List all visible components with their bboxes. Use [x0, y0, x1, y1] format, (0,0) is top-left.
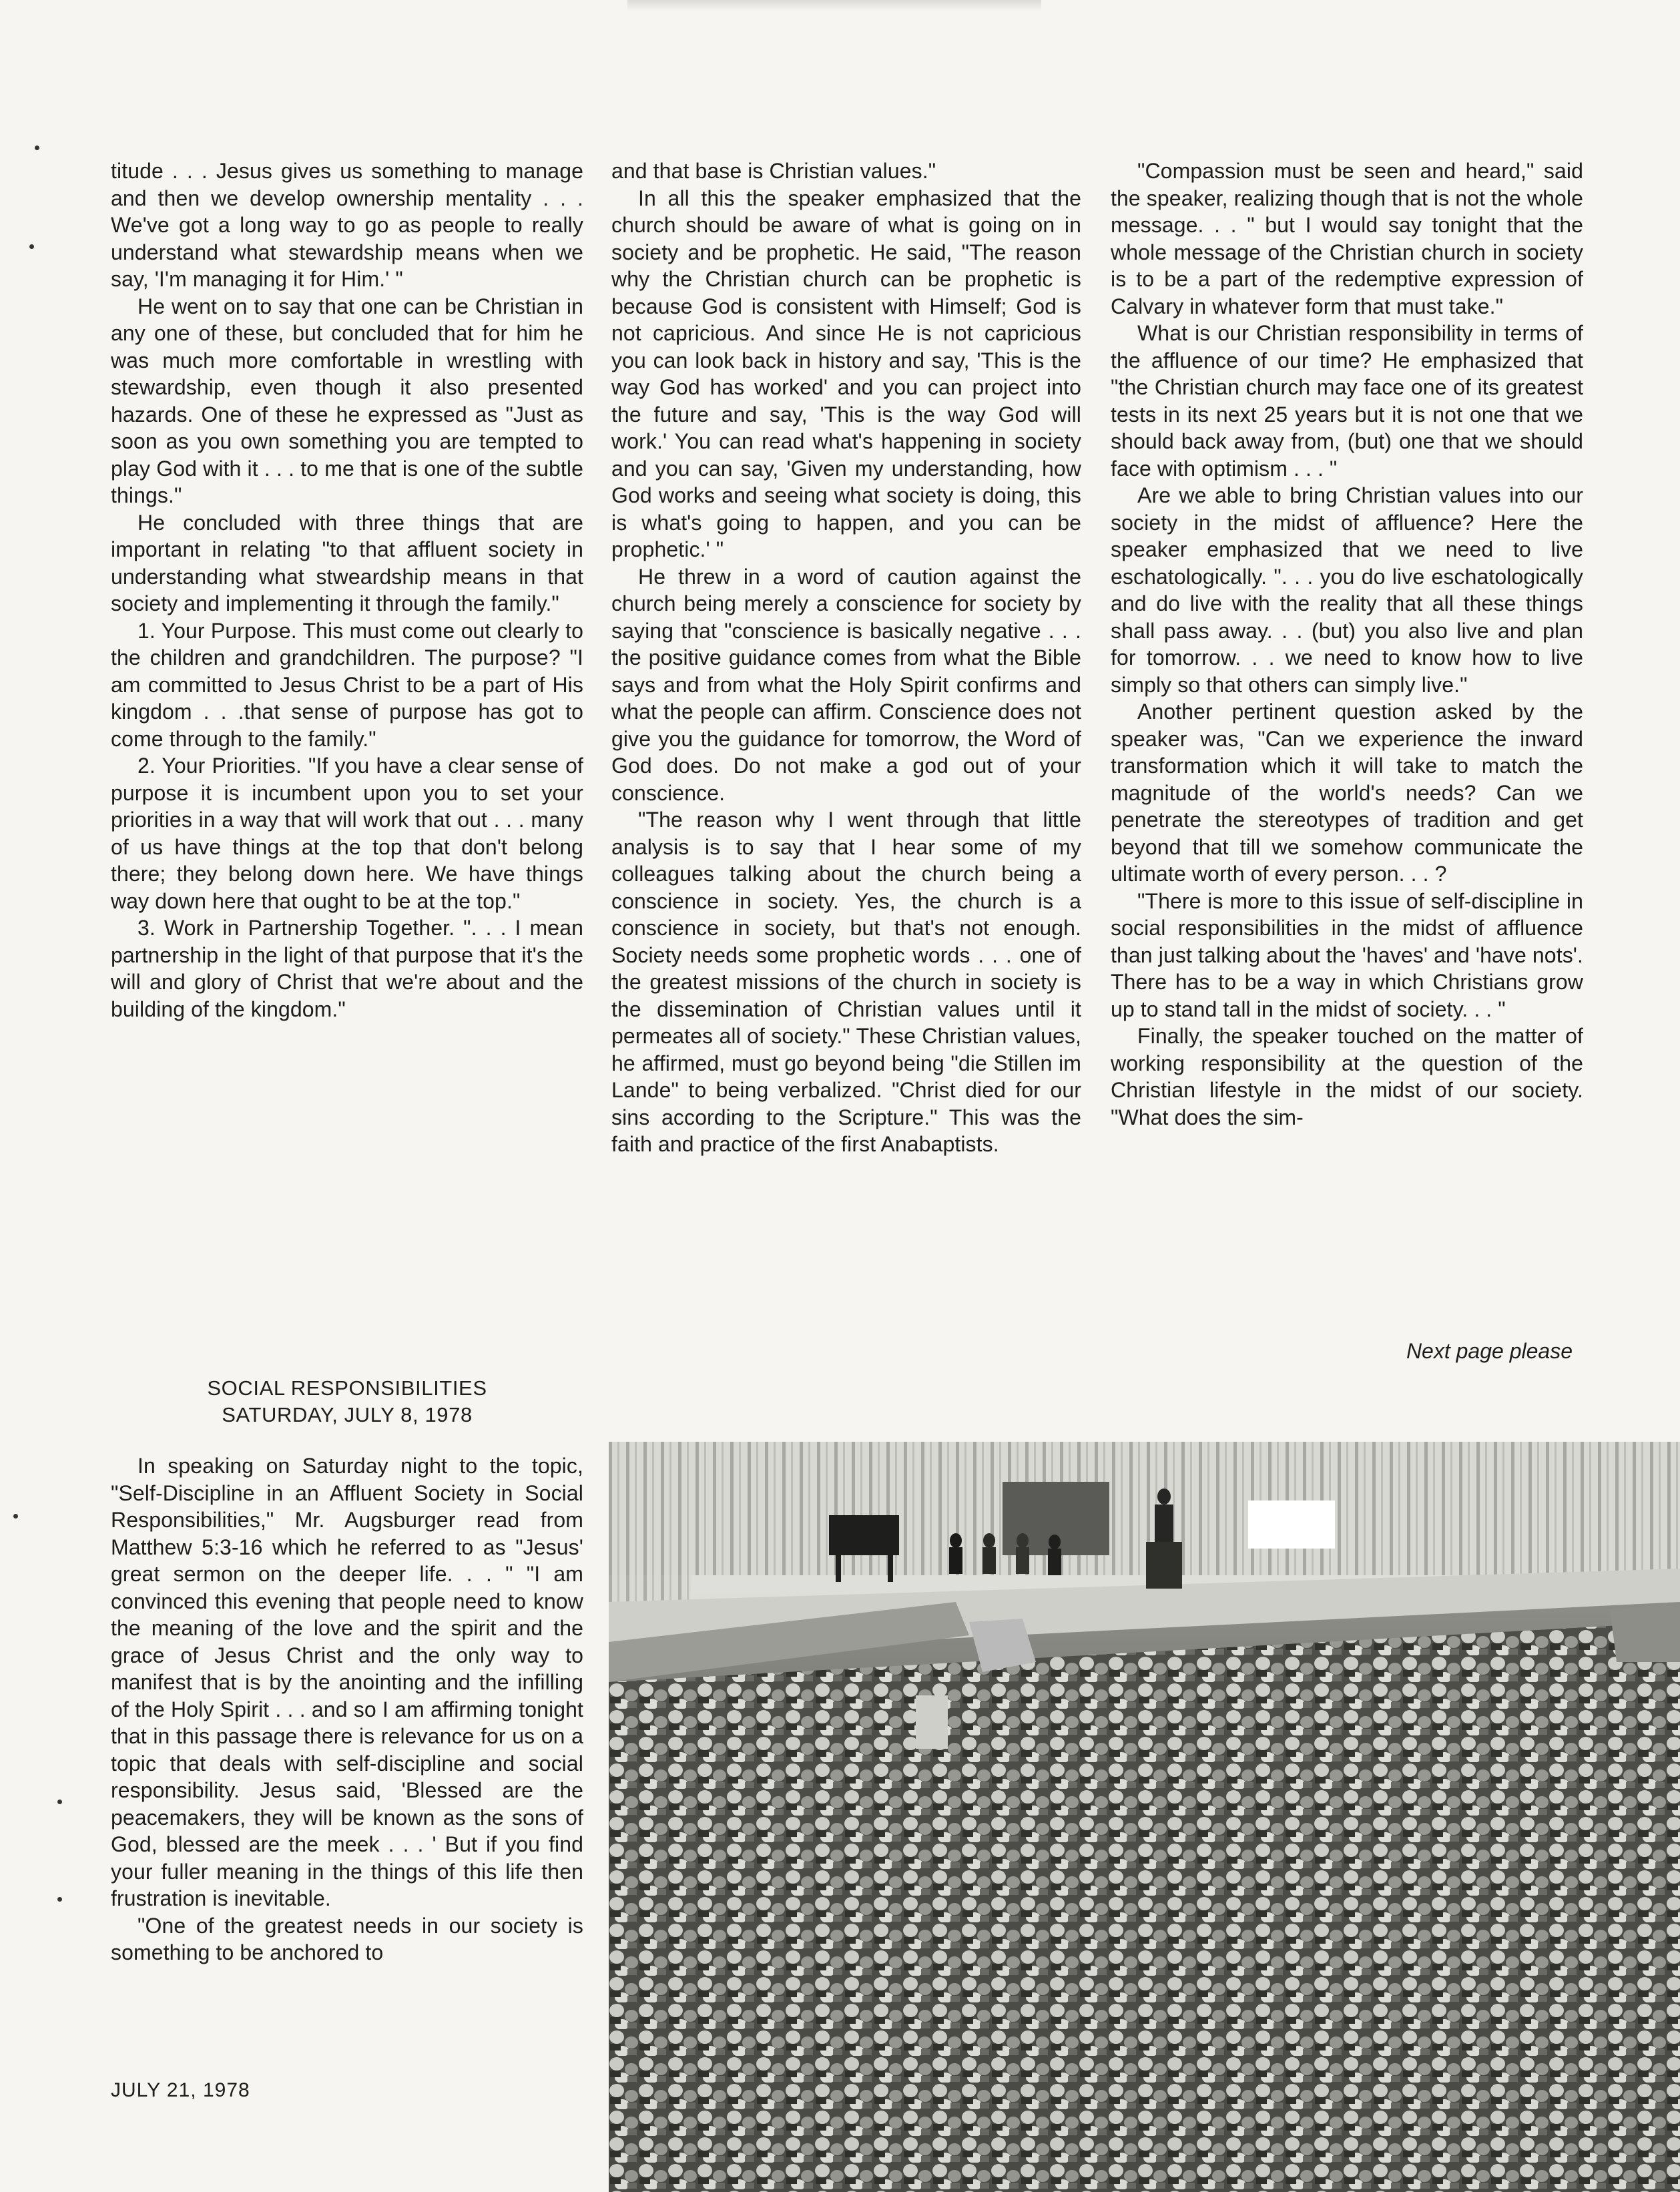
- scan-speck: [13, 1514, 18, 1519]
- scan-speck: [57, 1800, 62, 1804]
- issue-date: JULY 21, 1978: [111, 2079, 250, 2101]
- article-column-4: [111, 1452, 583, 1966]
- paragraph: He went on to say that one can be Christian in any one of these, but concluded that for him he was much more comfortable in wrestling with stewardship, even though it also presented hazards. One of these he expressed as "Just as soon as you own something you are tempted to play God with it . . . to me that is one of the subtle things.": [111, 294, 583, 507]
- section-title: SOCIAL RESPONSIBILITIES: [207, 1376, 487, 1400]
- scan-smudge: [627, 0, 1041, 11]
- paragraph: 1. Your Purpose. This must come out clearly to the children and grandchildren. The purpose? "I am committed to Jesus Christ to be a part of His kingdom . . .that sense of purpose has got to come through to the family.": [111, 618, 583, 751]
- scan-speck: [57, 1897, 62, 1902]
- paragraph: Are we able to bring Christian values into our society in the midst of affluence? Here the speaker emphasized that we need to live eschatologically. ". . . you do live eschatologically and do live with the reality that all these things shall pass away. . . (but) you also live and plan for tomorrow. . . we need to know how to live simply so that others can simply live.": [1111, 483, 1583, 697]
- section-heading: [111, 1375, 583, 1428]
- section-date: SATURDAY, JULY 8, 1978: [222, 1403, 473, 1426]
- paragraph: titude . . . Jesus gives us something to manage and then we develop ownership mentality . . . We've got a long way to go as people to really understand what stewardship means when we say, 'I'm managing it for Him.' ": [111, 159, 583, 291]
- photo-illustration: [609, 1442, 1680, 2192]
- paragraph: He threw in a word of caution against the church being merely a conscience for society by saying that "conscience is basically negative . . . the positive guidance comes from what the Bible says and from what the Holy Spirit confirms and what the people can affirm. Conscience does not give you the guidance for tomorrow, the Word of God does. Do not make a god out of your conscience.: [611, 564, 1081, 805]
- scan-speck: [29, 244, 34, 249]
- article-column-2: [611, 158, 1081, 1158]
- scan-speck: [35, 146, 39, 150]
- paragraph: In all this the speaker emphasized that the church should be aware of what is going on in society and be prophetic. He said, "The reason why the Christian church can be prophetic is because God is consistent with Himself; God is not capricious. And since He is not capricious you can look back in history and say, 'This is the way God has worked' and you can project into the future and say, 'This is the way God will work.' You can read what's happening in society and you can say, 'Given my understanding, how God works and seeing what society is doing, this is what's going to happen, and you can be prophetic.' ": [611, 186, 1081, 561]
- paragraph: Another pertinent question asked by the speaker was, "Can we experience the inward transformation which it will take to match the magnitude of the world's needs? Can we penetrate the stereotypes of tradition and get beyond that till we somehow communicate the ultimate worth of every person. . . ?: [1111, 700, 1583, 886]
- paragraph: and that base is Christian values.": [611, 159, 936, 183]
- paragraph: He concluded with three things that are important in relating "to that affluent society in understanding what stweardship means in that society and implementing it through the family.": [111, 510, 583, 615]
- article-column-3: [1111, 158, 1583, 1131]
- paragraph: "Compassion must be seen and heard," said the speaker, realizing though that is not the whole message. . . " but I would say tonight that the whole message of the Christian church in society is to be a part of the redemptive expression of Calvary in whatever form that must take.": [1111, 159, 1583, 318]
- paragraph: Finally, the speaker touched on the matter of working responsibility at the question of the Christian lifestyle in the midst of our society. "What does the sim-: [1111, 1024, 1583, 1129]
- paragraph: 3. Work in Partnership Together. ". . . I mean partnership in the light of that purpose that it's the will and glory of Christ that we're about and the building of the kingdom.": [111, 916, 583, 1021]
- paragraph: "One of the greatest needs in our society is something to be anchored to: [111, 1913, 583, 1964]
- continued-note: Next page please: [1406, 1339, 1573, 1363]
- paragraph: "There is more to this issue of self-discipline in social responsibilities in the midst of affluence than just talking about the 'haves' and 'have nots'. There has to be a way in which Christians grow up to stand tall in the midst of society. . . ": [1111, 888, 1583, 1021]
- paragraph: "The reason why I went through that little analysis is to say that I hear some of my colleagues talking about the church being a conscience in society. Yes, the church is a conscience in society, but that's not enough. Society needs some prophetic words . . . one of the greatest missions of the church in society is the dissemination of Christian values until it permeates all of society." These Christian values, he affirmed, must go beyond being "die Stillen im Lande" to being verbalized. "Christ died for our sins according to the Scripture." This was the faith and practice of the first Anabaptists.: [611, 808, 1081, 1156]
- paragraph: What is our Christian responsibility in terms of the affluence of our time? He emphasized that "the Christian church may face one of its greatest tests in its next 25 years but it is not one that we should back away from, (but) one that we should face with optimism . . . ": [1111, 321, 1583, 481]
- paragraph: 2. Your Priorities. "If you have a clear sense of purpose it is incumbent upon you to set your priorities in a way that will work that out . . . many of us have things at the top that don't belong there; they belong down here. We have things way down here that ought to be at the top.": [111, 754, 583, 913]
- auditorium-photo: [609, 1442, 1680, 2192]
- article-column-1: [111, 158, 583, 1023]
- paragraph: In speaking on Saturday night to the topic, "Self-Discipline in an Affluent Society in Social Responsibilities," Mr. Augsburger read from Matthew 5:3-16 which he referred to as "Jesus' great sermon on the deeper life. . . " "I am convinced this evening that people need to know the meaning of the love and the spirit and the grace of Jesus Christ and the only way to manifest that is by the anointing and the infilling of the Holy Spirit . . . and so I am affirming tonight that in this passage there is relevance for us on a topic that deals with self-discipline and social responsibility. Jesus said, 'Blessed are the peacemakers, they will be known as the sons of God, blessed are the meek . . . ' But if you find your fuller meaning in the things of this life then frustration is inevitable.: [111, 1454, 583, 1910]
